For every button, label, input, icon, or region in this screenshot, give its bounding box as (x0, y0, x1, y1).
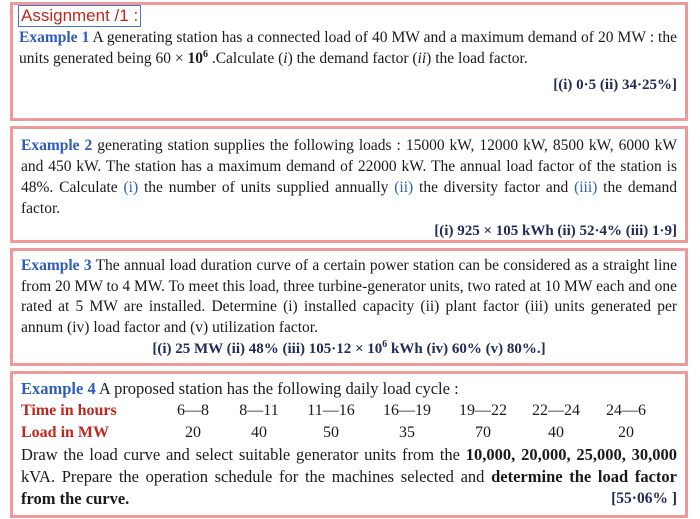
example-1-box (10, 2, 688, 121)
example-3-label: Example 3 (21, 257, 92, 274)
example-3-text: Example 3 The annual load duration curve of a certain power station can be considered as a straight line from 20 MW to 4 MW. To meet this load, three turbine-generator units, two rated at 10 MW each and one rated at 5 MW are installed. Determine (i) installed capacity (ii) plant factor (iii) units generated per annum (iv) load factor and (v) utilization factor. (21, 257, 678, 336)
time-cell: 16—19 (383, 402, 431, 419)
example-2-box (10, 126, 688, 243)
time-cell: 19—22 (459, 402, 507, 419)
assignment-title: Assignment /1 : (18, 5, 141, 27)
example-2-label: Example 2 (21, 137, 93, 154)
example-3-box (10, 248, 688, 366)
example-4-box (10, 371, 688, 518)
time-cell: 24—6 (606, 402, 646, 419)
time-cell: 8—11 (239, 402, 279, 419)
example-3-answer: [(i) 25 MW (ii) 48% (iii) $105\cdot 12 \times 10^6$ kWh (iv) 60% (v) 80%.] (152, 339, 546, 357)
example-2-answer: [(i) 925 × 105 kWh (ii) 52·4% (iii) 1·9] (434, 223, 677, 239)
time-row (21, 400, 677, 422)
example-4-answer: [55·06% ] (611, 490, 677, 507)
example-4-label: Example 4 (21, 379, 96, 398)
load-cell: 20 (185, 424, 201, 441)
example-1-answer: [(i) 0·5 (ii) 34·25%] (553, 77, 677, 93)
time-label: Time in hours (21, 402, 117, 419)
load-cell: 50 (323, 424, 339, 441)
time-cell: 6—8 (177, 402, 209, 419)
load-label: Load in MW (21, 424, 110, 441)
load-cell: 35 (399, 424, 415, 441)
load-cell: 40 (548, 424, 564, 441)
time-cell: 11—16 (307, 402, 355, 419)
load-cell: 70 (475, 424, 491, 441)
example-4-intro: Example 4 A proposed station has the following daily load cycle : (21, 379, 459, 398)
example-2-text: Example 2 generating station supplies the following loads : 15000 kW, 12000 kW, 8500 kW, 6000 kW and 450 kW. The station has a maximum demand of 22000 kW. The annual load factor of the station is 48%. Calculate (i) the number of units supplied annually (ii) the diversity factor and (iii) the demand factor. (21, 137, 677, 217)
time-cell: 22—24 (532, 402, 580, 419)
example-4-text: Draw the load curve and select suitable generator units from the 10,000, 20,000, 25,000, 30,000 kVA. Prepare the operation schedule for the machines selected and determine the load factor from the curve. [55·06% ] (21, 445, 677, 508)
load-cell: 40 (251, 424, 267, 441)
example-1-label: Example 1 (19, 29, 90, 46)
load-row (21, 422, 677, 444)
load-cell: 20 (618, 424, 634, 441)
example-1-text: Example 1 A generating station has a connected load of 40 MW and a maximum demand of 20 MW : the units generated being $60 \times 10^6$ .Calculate (i) the demand factor (ii) the load factor. (19, 29, 677, 67)
